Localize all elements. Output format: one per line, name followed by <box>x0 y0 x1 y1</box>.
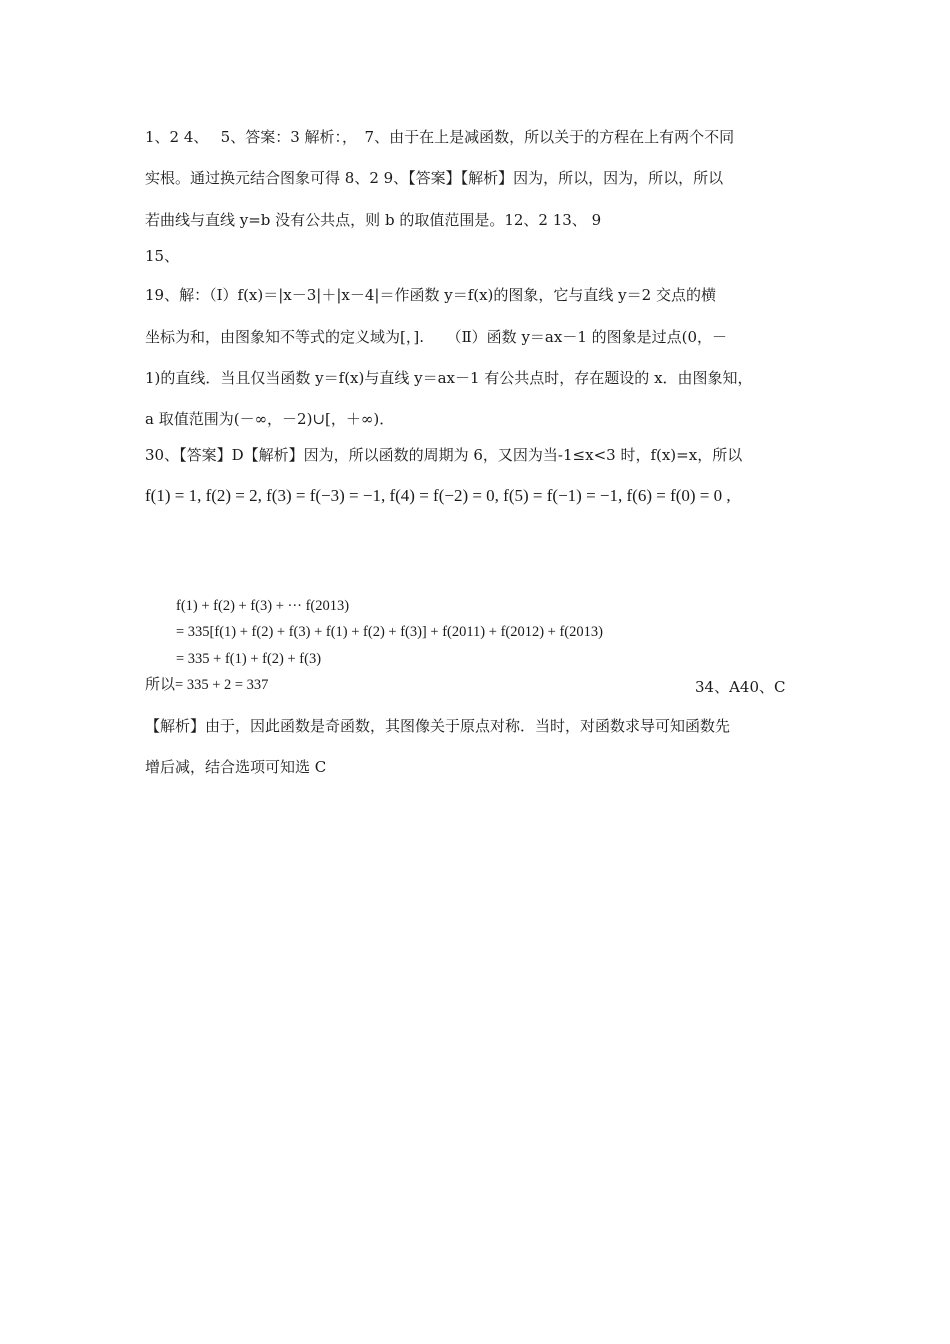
text-line-12: 增后减，结合选项可知选 C <box>145 758 327 776</box>
math-line-values: f(1) = 1, f(2) = 2, f(3) = f(−3) = −1, f(4) = f(−2) = 0, f(5) = f(−1) = −1, f(6) = f(0) = 0 , <box>145 486 731 505</box>
result-expr: = 335 + 2 = 337 <box>175 677 269 693</box>
text-line-2: 实根。通过换元结合图象可得 8、2 9、【答案】【解析】因为，所以，因为，所以，所以 <box>145 169 724 187</box>
text-line-9: 30、【答案】D【解析】因为，所以函数的周期为 6，又因为当-1≤x<3 时，f(x)=x，所以 <box>145 446 743 464</box>
math-line-sum: f(1) + f(2) + f(3) + ··· f(2013) <box>176 598 350 614</box>
text-line-6: 坐标为和，由图象知不等式的定义域为[，]. （Ⅱ）函数 y＝ax－1 的图象是过点(0，－ <box>145 328 728 346</box>
math-line-expand: = 335[f(1) + f(2) + f(3) + f(1) + f(2) + f(3)] + f(2011) + f(2012) + f(2013) <box>176 624 603 640</box>
text-line-1: 1、2 4、 5、答案：3 解析：， 7、由于在上是减函数，所以关于的方程在上有两个不同 <box>145 128 735 146</box>
text-line-7: 1)的直线．当且仅当函数 y＝f(x)与直线 y＝ax－1 有公共点时，存在题设的 x．由图象知， <box>145 369 753 387</box>
math-line-result <box>145 674 445 695</box>
answer-tag-34: 34、A40、C <box>695 678 786 696</box>
text-line-5: 19、解：（Ⅰ）f(x)＝|x－3|＋|x－4|＝作函数 y＝f(x)的图象，它与直线 y＝2 交点的横 <box>145 286 716 304</box>
text-line-3: 若曲线与直线 y=b 没有公共点，则 b 的取值范围是。12、2 13、 9 <box>145 211 602 229</box>
text-line-8: a 取值范围为(－∞，－2)∪[，＋∞)． <box>145 410 395 428</box>
math-line-simplify: = 335 + f(1) + f(2) + f(3) <box>176 651 322 667</box>
text-line-4: 15、 <box>145 247 180 265</box>
text-line-11: 【解析】由于，因此函数是奇函数，其图像关于原点对称．当时，对函数求导可知函数先 <box>145 717 731 735</box>
result-prefix: 所以 <box>145 675 176 693</box>
